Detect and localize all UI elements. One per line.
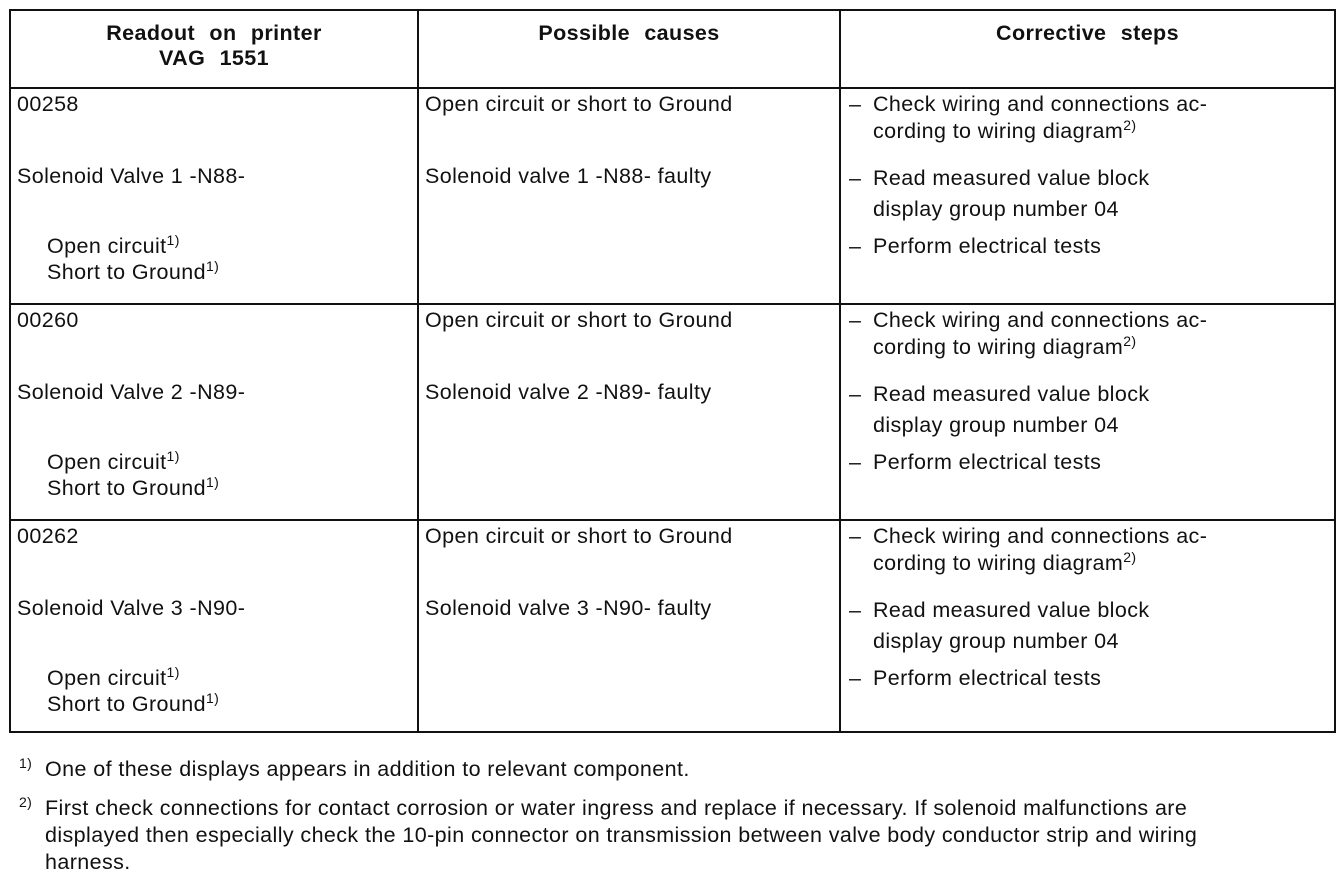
footnote-1-text: One of these displays appears in addition to relevant component. bbox=[45, 757, 690, 781]
short-to-ground-label: Short to Ground$^{1)}$ bbox=[47, 690, 220, 716]
step-electrical-tests: – Perform electrical tests bbox=[849, 450, 1102, 474]
short-to-ground-label: Short to Ground$^{1)}$ bbox=[47, 474, 220, 500]
step-read-value-block: – Read measured value block display group number 04 bbox=[849, 598, 1150, 653]
step-check-wiring: – Check wiring and connections ac- cording to wiring diagram$^{2)}$ bbox=[849, 524, 1208, 575]
cause-valve-faulty: Solenoid valve 2 -N89- faulty bbox=[425, 380, 712, 404]
header-readout-line2: VAG 1551 bbox=[159, 46, 269, 70]
footnote-2-mark: 2) bbox=[19, 794, 33, 810]
step-electrical-tests: – Perform electrical tests bbox=[849, 666, 1102, 690]
fault-code: 00258 bbox=[17, 92, 79, 116]
cause-valve-faulty: Solenoid valve 3 -N90- faulty bbox=[425, 596, 712, 620]
component-name: Solenoid Valve 2 -N89- bbox=[17, 380, 246, 404]
header-steps: Corrective steps bbox=[840, 10, 1335, 88]
footnotes bbox=[19, 756, 1249, 888]
step-read-value-block: – Read measured value block display group number 04 bbox=[849, 382, 1150, 437]
steps-cell bbox=[840, 520, 1335, 732]
cause-open-short: Open circuit or short to Ground bbox=[425, 308, 733, 332]
footnote-1-mark: 1) bbox=[19, 755, 33, 771]
steps-cell bbox=[840, 304, 1335, 520]
short-to-ground-label: Short to Ground$^{1)}$ bbox=[47, 258, 220, 284]
table-row bbox=[10, 88, 1335, 304]
open-circuit-label: Open circuit$^{1)}$ bbox=[47, 448, 180, 474]
readout-cell bbox=[10, 88, 418, 304]
fault-code: 00260 bbox=[17, 308, 79, 332]
component-name: Solenoid Valve 1 -N88- bbox=[17, 164, 246, 188]
diagnosis-table bbox=[9, 9, 1336, 733]
header-row bbox=[10, 10, 1335, 88]
component-name: Solenoid Valve 3 -N90- bbox=[17, 596, 246, 620]
step-check-wiring: – Check wiring and connections ac- cording to wiring diagram$^{2)}$ bbox=[849, 308, 1208, 359]
step-check-wiring: – Check wiring and connections ac- cording to wiring diagram$^{2)}$ bbox=[849, 92, 1208, 143]
causes-cell bbox=[418, 304, 840, 520]
step-read-value-block: – Read measured value block display group number 04 bbox=[849, 166, 1150, 221]
causes-cell bbox=[418, 88, 840, 304]
open-circuit-label: Open circuit$^{1)}$ bbox=[47, 664, 180, 690]
footnote-2 bbox=[19, 795, 1249, 876]
table-row bbox=[10, 304, 1335, 520]
cause-open-short: Open circuit or short to Ground bbox=[425, 524, 733, 548]
open-circuit-label: Open circuit$^{1)}$ bbox=[47, 232, 180, 258]
header-causes: Possible causes bbox=[418, 10, 840, 88]
header-readout-line1: Readout on printer bbox=[106, 21, 322, 45]
footnote-2-text: First check connections for contact corrosion or water ingress and replace if necessary. If solenoid malfunctions are displayed then especially check the 10-pin connector on transmission between valve body conductor strip and wiring harness. bbox=[45, 796, 1198, 874]
fault-code: 00262 bbox=[17, 524, 79, 548]
footnote-1 bbox=[19, 756, 1249, 783]
step-electrical-tests: – Perform electrical tests bbox=[849, 234, 1102, 258]
cause-open-short: Open circuit or short to Ground bbox=[425, 92, 733, 116]
readout-cell bbox=[10, 520, 418, 732]
header-readout bbox=[10, 10, 418, 88]
table-row bbox=[10, 520, 1335, 732]
causes-cell bbox=[418, 520, 840, 732]
readout-cell bbox=[10, 304, 418, 520]
steps-cell bbox=[840, 88, 1335, 304]
cause-valve-faulty: Solenoid valve 1 -N88- faulty bbox=[425, 164, 712, 188]
